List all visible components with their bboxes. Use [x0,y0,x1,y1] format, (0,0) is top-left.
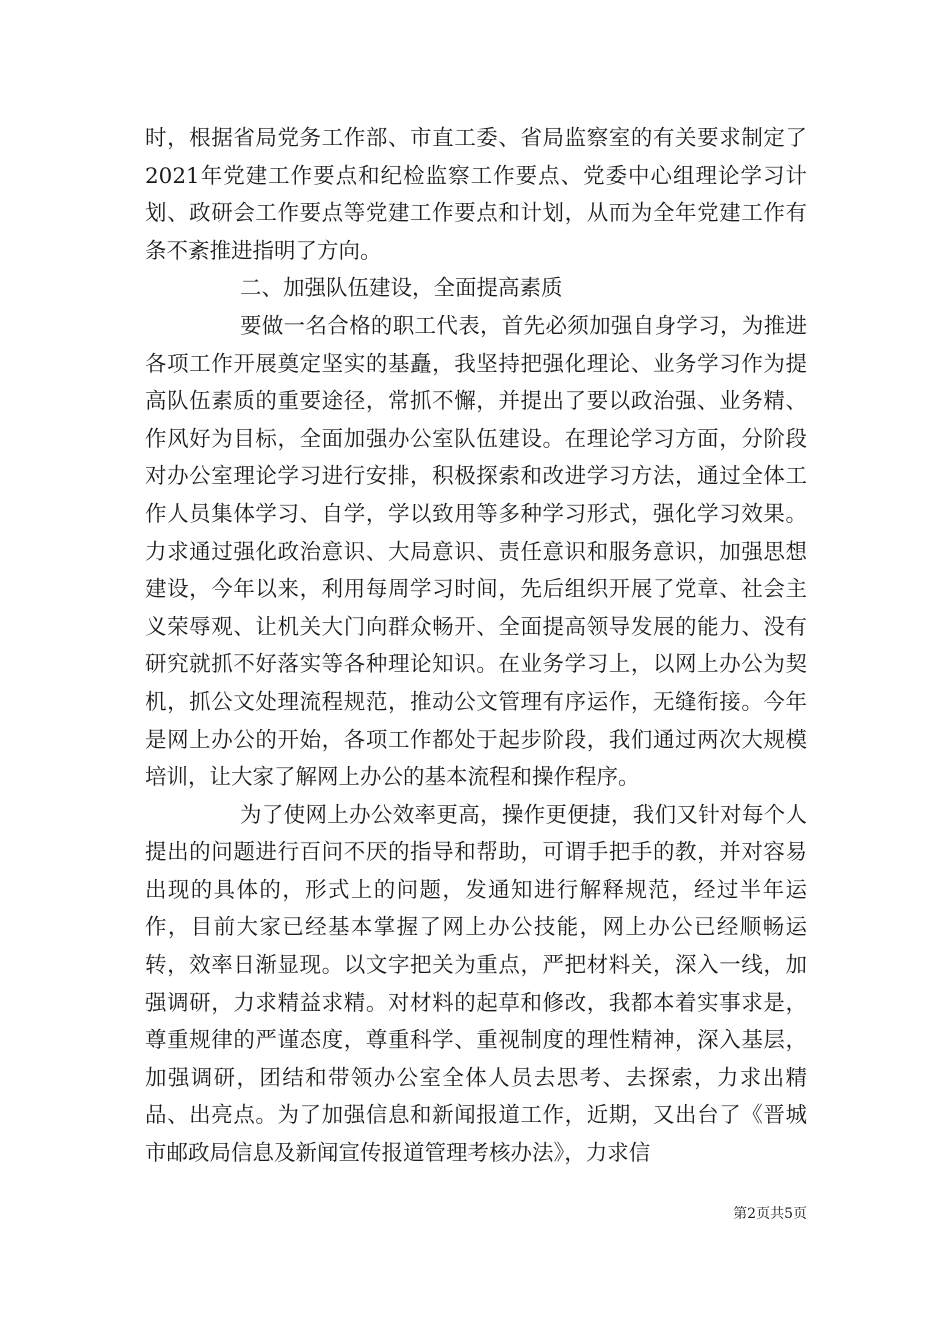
section-heading: 二、加强队伍建设，全面提高素质 [240,276,563,302]
document-body [145,120,807,1173]
paragraph-team-building: 要做一名合格的职工代表，首先必须加强自身学习，为推进各项工作开展奠定坚实的基矗，我坚持把强化理论、业务学习作为提高队伍素质的重要途径，常抓不懈，并提出了要以政治强、业务精、作风好为目标，全面加强办公室队伍建设。在理论学习方面，分阶段对办公室理论学习进行安排，积极探索和改进学习方法，通过全体工作人员集体学习、自学，学以致用等多种学习形式，强化学习效果。力求通过强化政治意识、大局意识、责任意识和服务意识，加强思想建设，今年以来，利用每周学习时间，先后组织开展了党章、社会主义荣辱观、让机关大门向群众畅开、全面提高领导发展的能力、没有研究就抓不好落实等各种理论知识。在业务学习上，以网上办公为契机，抓公文处理流程规范，推动公文管理有序运作，无缝衔接。今年是网上办公的开始，各项工作都处于起步阶段，我们通过两次大规模培训，让大家了解网上办公的基本流程和操作程序。 [145,313,807,791]
paragraph-online-office: 为了使网上办公效率更高，操作更便捷，我们又针对每个人提出的问题进行百问不厌的指导和帮助，可谓手把手的教，并对容易出现的具体的，形式上的问题，发通知进行解释规范，经过半年运作，目前大家已经基本掌握了网上办公技能，网上办公已经顺畅运转，效率日渐显现。以文字把关为重点，严把材料关，深入一线，加强调研，力求精益求精。对材料的起草和修改，我都本着实事求是，尊重规律的严谨态度，尊重科学、重视制度的理性精神，深入基层，加强调研，团结和带领办公室全体人员去思考、去探索，力求出精品、出亮点。为了加强信息和新闻报道工作，近期，又出台了《晋城市邮政局信息及新闻宣传报道管理考核办法》，力求信 [145,802,807,1167]
paragraph-continuation: 时，根据省局党务工作部、市直工委、省局监察室的有关要求制定了2021年党建工作要点和纪检监察工作要点、党委中心组理论学习计划、政研会工作要点等党建工作要点和计划，从而为全年党建工作有条不紊推进指明了方向。 [145,126,807,264]
page-number-footer: 第2页共5页 [733,1206,807,1222]
